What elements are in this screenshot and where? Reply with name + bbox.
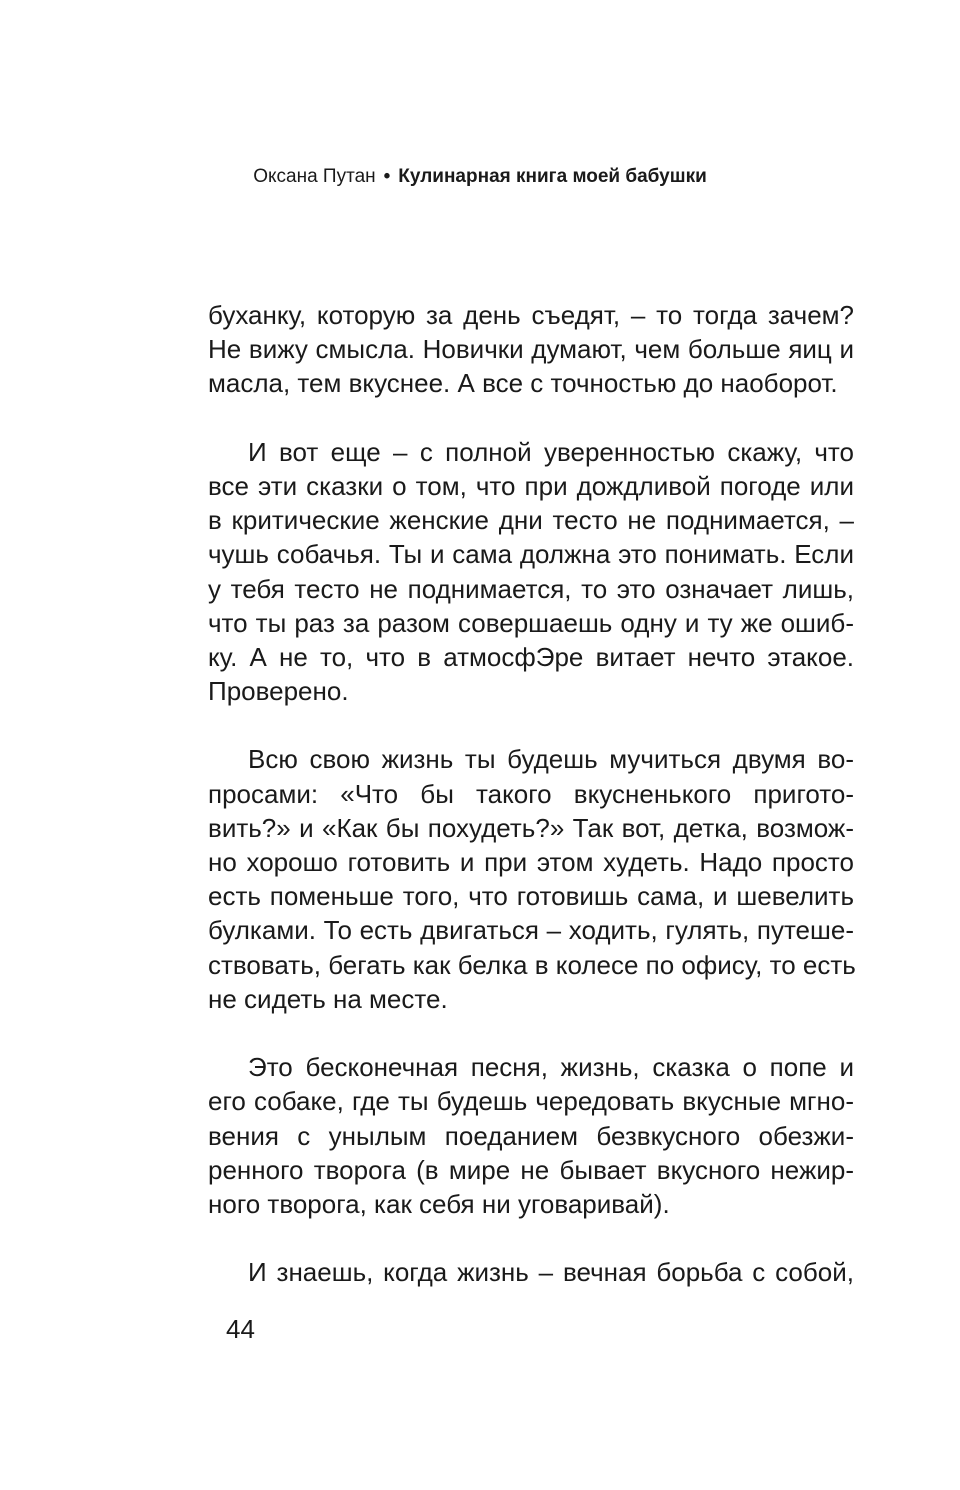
text-line: ного творога, как себя ни уговаривай). xyxy=(208,1188,670,1219)
text-line: но хорошо готовить и при этом худеть. Надо просто xyxy=(208,847,854,877)
text-line: его собаке, где ты будешь чередовать вкусные мгно- xyxy=(208,1086,854,1117)
text-line: есть поменьше того, что готовишь сама, и шевелить xyxy=(208,881,854,912)
bullet-separator: • xyxy=(383,166,391,187)
text-line: Не вижу смысла. Новички думают, чем больше яиц и xyxy=(208,334,854,365)
page-number: 44 xyxy=(226,1314,255,1344)
text-line: И знаешь, когда жизнь – вечная борьба с собой, xyxy=(248,1257,854,1288)
author-name: Оксана Путан xyxy=(253,166,376,187)
text-line: ку. А не то, что в атмосфЭре витает нечто этакое. xyxy=(208,641,854,672)
body-text xyxy=(208,298,854,1289)
text-line: буханку, которую за день съедят, – то тогда зачем? xyxy=(208,300,854,330)
text-line: И вот еще – с полной уверенностью скажу, что xyxy=(248,436,854,467)
paragraph xyxy=(208,1255,854,1289)
text-line: масла, тем вкуснее. А все с точностью до наоборот. xyxy=(208,368,838,399)
paragraph xyxy=(208,435,854,709)
text-line: что ты раз за разом совершаешь одну и ту же ошиб- xyxy=(208,607,854,638)
text-line: просами: «Что бы такого вкусненького пригото- xyxy=(208,778,854,809)
paragraph xyxy=(208,1050,854,1221)
text-line: вить?» и «Как бы похудеть?» Так вот, детка, возмож- xyxy=(208,812,854,843)
text-line: ренного творога (в мире не бывает вкусного нежир- xyxy=(208,1154,854,1185)
book-title: Кулинарная книга моей бабушки xyxy=(398,166,707,187)
running-head xyxy=(0,163,960,191)
text-line: ствовать, бегать как белка в колесе по офису, то есть xyxy=(208,949,856,980)
text-line: в критические женские дни тесто не поднимается, – xyxy=(208,505,854,536)
text-line: вения с унылым поеданием безвкусного обезжи- xyxy=(208,1120,854,1151)
text-line: Проверено. xyxy=(208,676,349,707)
text-line: Всю свою жизнь ты будешь мучиться двумя во- xyxy=(248,744,854,775)
text-line: Это бесконечная песня, жизнь, сказка о попе и xyxy=(248,1052,854,1083)
paragraph xyxy=(208,298,854,401)
paragraph xyxy=(208,742,854,1016)
text-line: не сидеть на месте. xyxy=(208,983,448,1014)
text-line: все эти сказки о том, что при дождливой погоде или xyxy=(208,470,854,501)
text-line: булками. То есть двигаться – ходить, гулять, путеше- xyxy=(208,915,854,946)
text-line: чушь собачья. Ты и сама должна это понимать. Если xyxy=(208,539,854,570)
text-line: у тебя тесто не поднимается, то это означает лишь, xyxy=(208,573,854,604)
